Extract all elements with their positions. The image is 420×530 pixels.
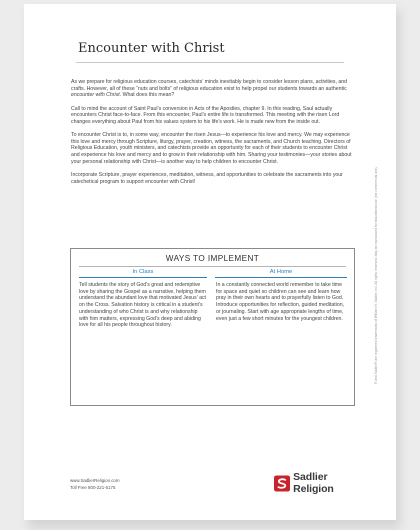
emphasis-encounter: encounter with Christ: [71, 92, 120, 99]
copyright-notice: ® and Sadlier® are registered trademarks of William H. Sadlier, Inc. All rights reserved. May be reproduced for educational use (not commercial use).: [374, 166, 378, 384]
sadlier-logo-text: Sadlier Religion: [293, 471, 334, 495]
column-underline-at-home: [215, 277, 347, 278]
ways-to-implement-box: [70, 248, 355, 406]
column-underline-in-class: [79, 277, 207, 278]
sadlier-logo-icon: [274, 474, 290, 493]
column-heading-in-class: In Class: [132, 269, 154, 275]
ways-to-implement-heading: WAYS TO IMPLEMENT: [165, 254, 260, 263]
column-text-in-class: Tell students the story of God’s great and redemptive love by sharing the Gospel as a narrative, helping them understand the abundant love that motivated Jesus’ act on the Cross. Salvation history is critical in a student’s understanding of who Christ is and why relationship with him matters, expressing God’s deep and abiding love for all his people throughout history.: [79, 282, 206, 329]
footer-website: www.SadlierReligion.com: [70, 478, 120, 483]
paragraph-intro: As we prepare for religious education courses, catechists’ minds inevitably begin to consider lesson plans, activities, and crafts. However, all of these “nuts and bolts” of religious education exist to help propel our students towards an authentic encounter with Christ. What does this mean?: [71, 79, 348, 99]
title-divider: [76, 62, 344, 63]
document-body: [71, 79, 353, 192]
sadlier-logo: [274, 472, 359, 494]
paragraph-saint-paul: Call to mind the account of Saint Paul’s conversion in Acts of the Apostles, chapter 9. In this reading, Saul actually encounters Christ face-to-face. From this encounter, Paul’s entire life is transformed. This meeting with the risen Lord changes everything about Paul from his values system to his life’s work. He is made new from the inside out.: [71, 105, 340, 125]
document-page: [24, 4, 396, 520]
paragraph-encounter-christ: To encounter Christ is to, in some way, encounter the risen Jesus—to experience his love and mercy. We may experience this love and mercy through Scripture, liturgy, prayer, creation, witness, the sacraments, and Church teaching. Directors of Religious Education, youth ministers, and catechists provide an opportunity for each of their students to encounter Christ and experience his love and mercy and to grow in their relationship with him. Sharing your testimonies—your stories about your personal relationship with Christ—is another way to help children to encounter Christ.: [71, 132, 352, 165]
document-title: Encounter with Christ: [78, 41, 225, 56]
ways-to-implement-divider: [79, 266, 346, 267]
column-heading-at-home: At Home: [269, 269, 293, 275]
column-text-at-home: In a constantly connected world remember to take time for space and quiet so children can see and learn how pray in their own hearts and to prayerfully listen to God. Introduce opportunities for reflection, guided meditation, or journaling. Start with age appropriate lengths of time, even just a few short minutes for the youngest children.: [216, 282, 345, 322]
footer-phone: Toll Free 800-221-5175: [70, 485, 116, 490]
paragraph-incorporate: Incorporate Scripture, prayer experiences, meditation, witness, and opportunities to celebrate the sacraments into your catechetical program to support encounter with Christ!: [71, 171, 343, 185]
